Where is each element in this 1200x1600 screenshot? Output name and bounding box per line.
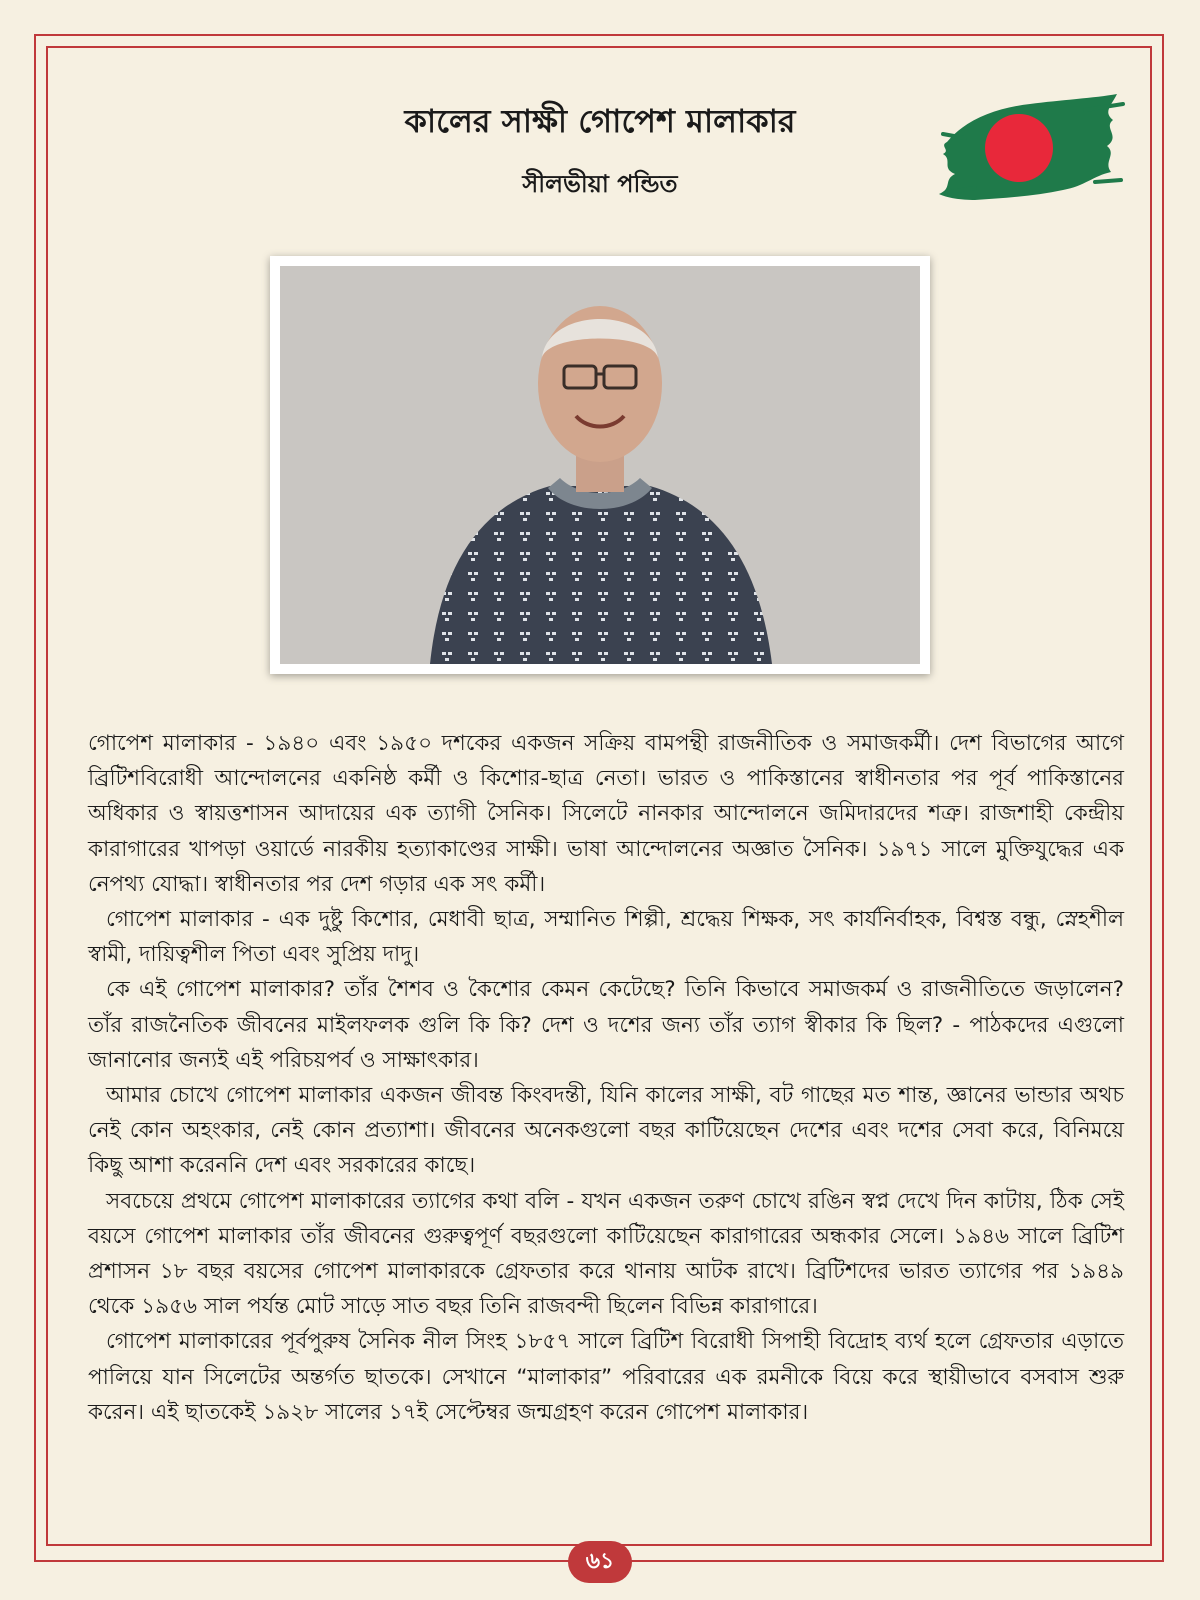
article-title: কালের সাক্ষী গোপেশ মালাকার: [404, 102, 796, 140]
page-number: ৬১: [568, 1541, 632, 1583]
article-author: সীলভীয়া পন্ডিত: [522, 170, 678, 198]
paragraph: আমার চোখে গোপেশ মালাকার একজন জীবন্ত কিংবদন্তী, যিনি কালের সাক্ষী, বট গাছের মত শান্ত, জ্ঞানের ভান্ডার অথচ নেই কোন অহংকার, নেই কোন প্রত্যাশা। জীবনের অনেকগুলো বছর কাটিয়েছেন দেশের এবং দশের সেবা করে, বিনিময়ে কিছু আশা করেননি দেশ এবং সরকারের কাছে।: [88, 1083, 1124, 1179]
paragraph: সবচেয়ে প্রথমে গোপেশ মালাকারের ত্যাগের কথা বলি - যখন একজন তরুণ চোখে রঙিন স্বপ্ন দেখে দিন কাটায়, ঠিক সেই বয়সে গোপেশ মালাকার তাঁর জীবনের গুরুত্বপূর্ণ বছরগুলো কাটিয়েছেন কারাগারের অন্ধকার সেলে। ১৯৪৬ সালে ব্রিটিশ প্রশাসন ১৮ বছর বয়সের গোপেশ মালাকারকে গ্রেফতার করে থানায় আটক রাখে। ব্রিটিশদের ভারত ত্যাগের পর ১৯৪৯ থেকে ১৯৫৬ সাল পর্যন্ত মোট সাড়ে সাত বছর তিনি রাজবন্দী ছিলেন বিভিন্ন কারাগারে।: [88, 1188, 1124, 1320]
paragraph: কে এই গোপেশ মালাকার? তাঁর শৈশব ও কৈশোর কেমন কেটেছে? তিনি কিভাবে সমাজকর্ম ও রাজনীতিতে জড়ালেন? তাঁর রাজনৈতিক জীবনের মাইলফলক গুলি কি কি? দেশ ও দশের জন্য তাঁর ত্যাগ স্বীকার কি ছিল? - পাঠকদের এগুলো জানানোর জন্যই এই পরিচয়পর্ব ও সাক্ষাৎকার।: [88, 977, 1124, 1073]
paragraph: গোপেশ মালাকারের পূর্বপুরুষ সৈনিক নীল সিংহ ১৮৫৭ সালে ব্রিটিশ বিরোধী সিপাহী বিদ্রোহ ব্যর্থ হলে গ্রেফতার এড়াতে পালিয়ে যান সিলেটের অন্তর্গত ছাতকে। সেখানে “মালাকার” পরিবারের এক রমনীকে বিয়ে করে স্থায়ীভাবে বসবাস শুরু করেন। এই ছাতকেই ১৯২৮ সালের ১৭ই সেপ্টেম্বর জন্মগ্রহণ করেন গোপেশ মালাকার।: [88, 1329, 1124, 1425]
paragraph: গোপেশ মালাকার - ১৯৪০ এবং ১৯৫০ দশকের একজন সক্রিয় বামপন্থী রাজনীতিক ও সমাজকর্মী। দেশ বিভাগের আগে ব্রিটিশবিরোধী আন্দোলনের একনিষ্ঠ কর্মী ও কিশোর-ছাত্র নেতা। ভারত ও পাকিস্তানের স্বাধীনতার পর পূর্ব পাকিস্তানের অধিকার ও স্বায়ত্তশাসন আদায়ের এক ত্যাগী সৈনিক। সিলেটে নানকার আন্দোলনে জমিদারদের শত্রু। রাজশাহী কেন্দ্রীয় কারাগারের খাপড়া ওয়ার্ডে নারকীয় হত্যাকাণ্ডের সাক্ষী। ভাষা আন্দোলনের অজ্ঞাত সৈনিক। ১৯৭১ সালে মুক্তিযুদ্ধের এক নেপথ্য যোদ্ধা। স্বাধীনতার পর দেশ গড়ার এক সৎ কর্মী।: [88, 731, 1124, 897]
portrait-photo-frame: [270, 256, 930, 674]
paragraph: গোপেশ মালাকার - এক দুষ্টু কিশোর, মেধাবী ছাত্র, সম্মানিত শিল্পী, শ্রদ্ধেয় শিক্ষক, সৎ কার্যনির্বাহক, বিশ্বস্ত বন্ধু, স্নেহশীল স্বামী, দায়িত্বশীল পিতা এবং সুপ্রিয় দাদু।: [88, 907, 1124, 968]
article-body: [88, 726, 1124, 1430]
portrait-photo: [280, 266, 920, 664]
bangladesh-flag-icon: [935, 90, 1125, 205]
